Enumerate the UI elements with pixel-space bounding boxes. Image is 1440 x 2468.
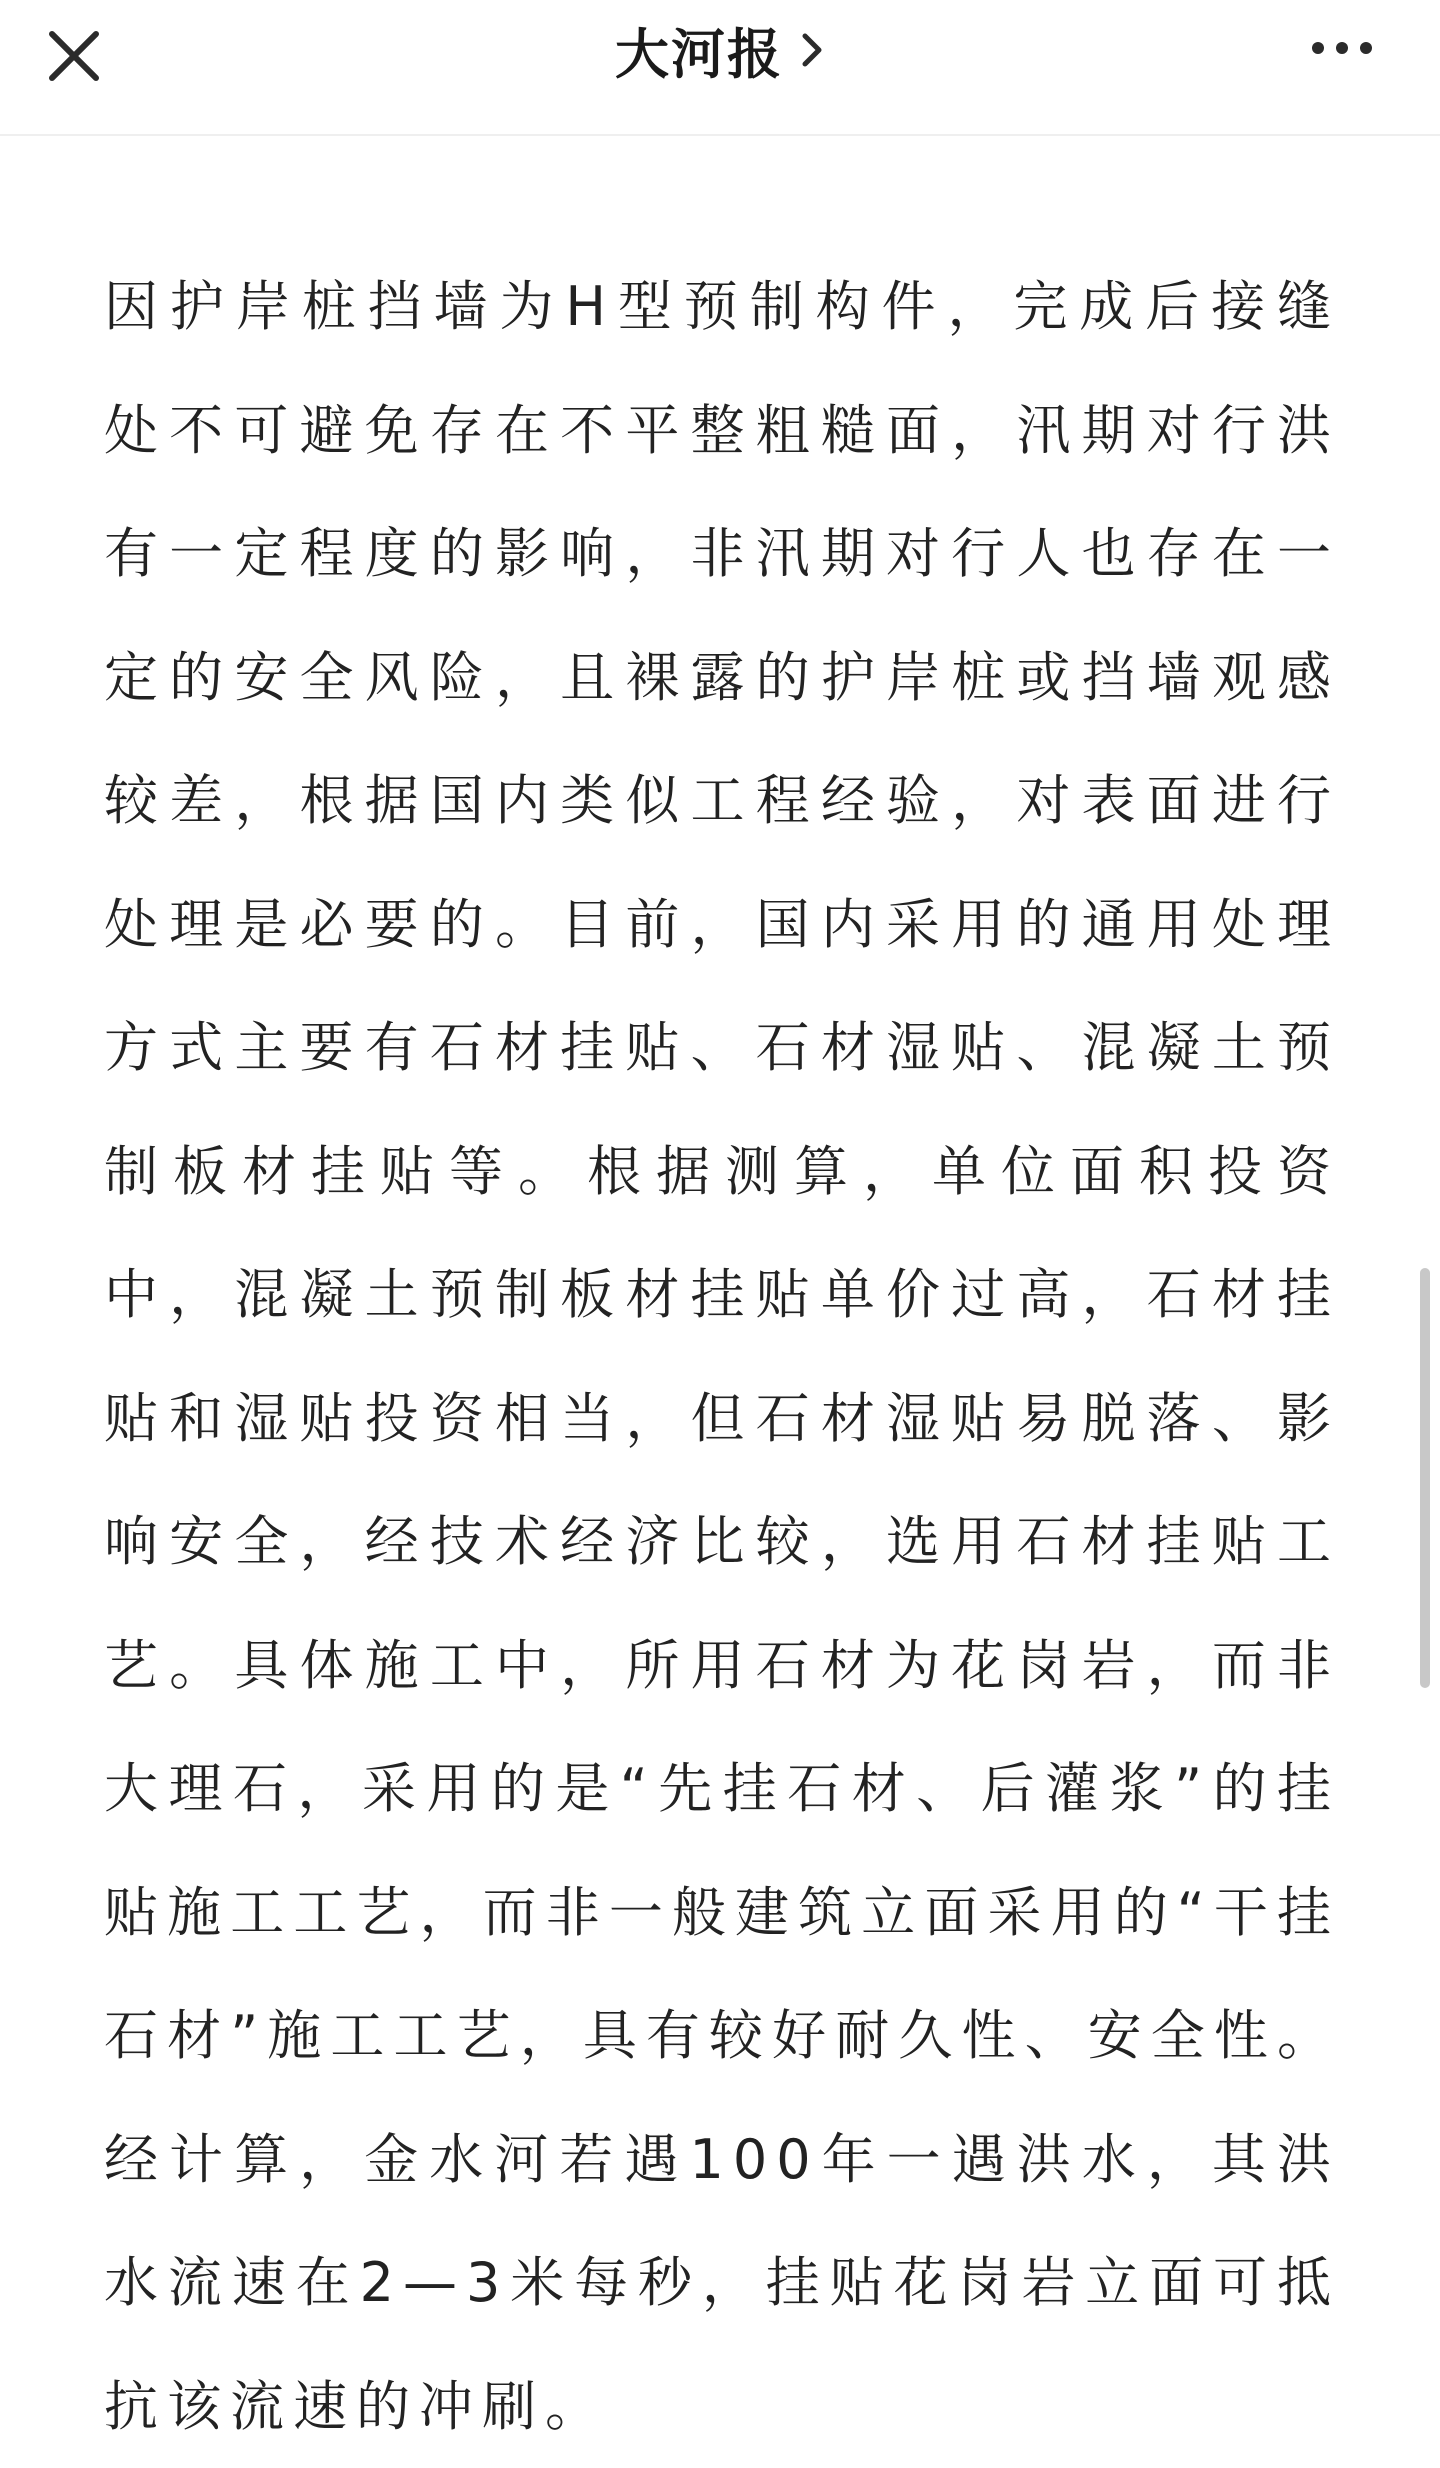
scrollbar-thumb[interactable]: [1420, 1268, 1430, 1688]
article-body: [104, 245, 1340, 2468]
close-icon[interactable]: [38, 20, 110, 92]
account-title-button[interactable]: [615, 12, 825, 89]
account-title-area: [0, 0, 1440, 100]
article-paragraph: 因护岸桩挡墙为H型预制构件，完成后接缝处不可避免存在不平整粗糙面，汛期对行洪有一定程度的影响，非汛期对行人也存在一定的安全风险，且裸露的护岸桩或挡墙观感较差，根据国内类似工程经验，对表面进行处理是必要的。目前，国内采用的通用处理方式主要有石材挂贴、石材湿贴、混凝土预制板材挂贴等。根据测算，单位面积投资中，混凝土预制板材挂贴单价过高，石材挂贴和湿贴投资相当，但石材湿贴易脱落、影响安全，经技术经济比较，选用石材挂贴工艺。具体施工中，所用石材为花岗岩，而非大理石，采用的是“先挂石材、后灌浆”的挂贴施工工艺，而非一般建筑立面采用的“干挂石材”施工工艺，具有较好耐久性、安全性。经计算，金水河若遇100年一遇洪水，其洪水流速在2—3米每秒，挂贴花岗岩立面可抵抗该流速的冲刷。: [104, 275, 1340, 2438]
top-navigation-bar: [0, 0, 1440, 136]
account-title: 大河报: [615, 22, 783, 86]
chevron-right-icon: [799, 30, 825, 70]
more-horizontal-icon[interactable]: [1306, 28, 1378, 68]
